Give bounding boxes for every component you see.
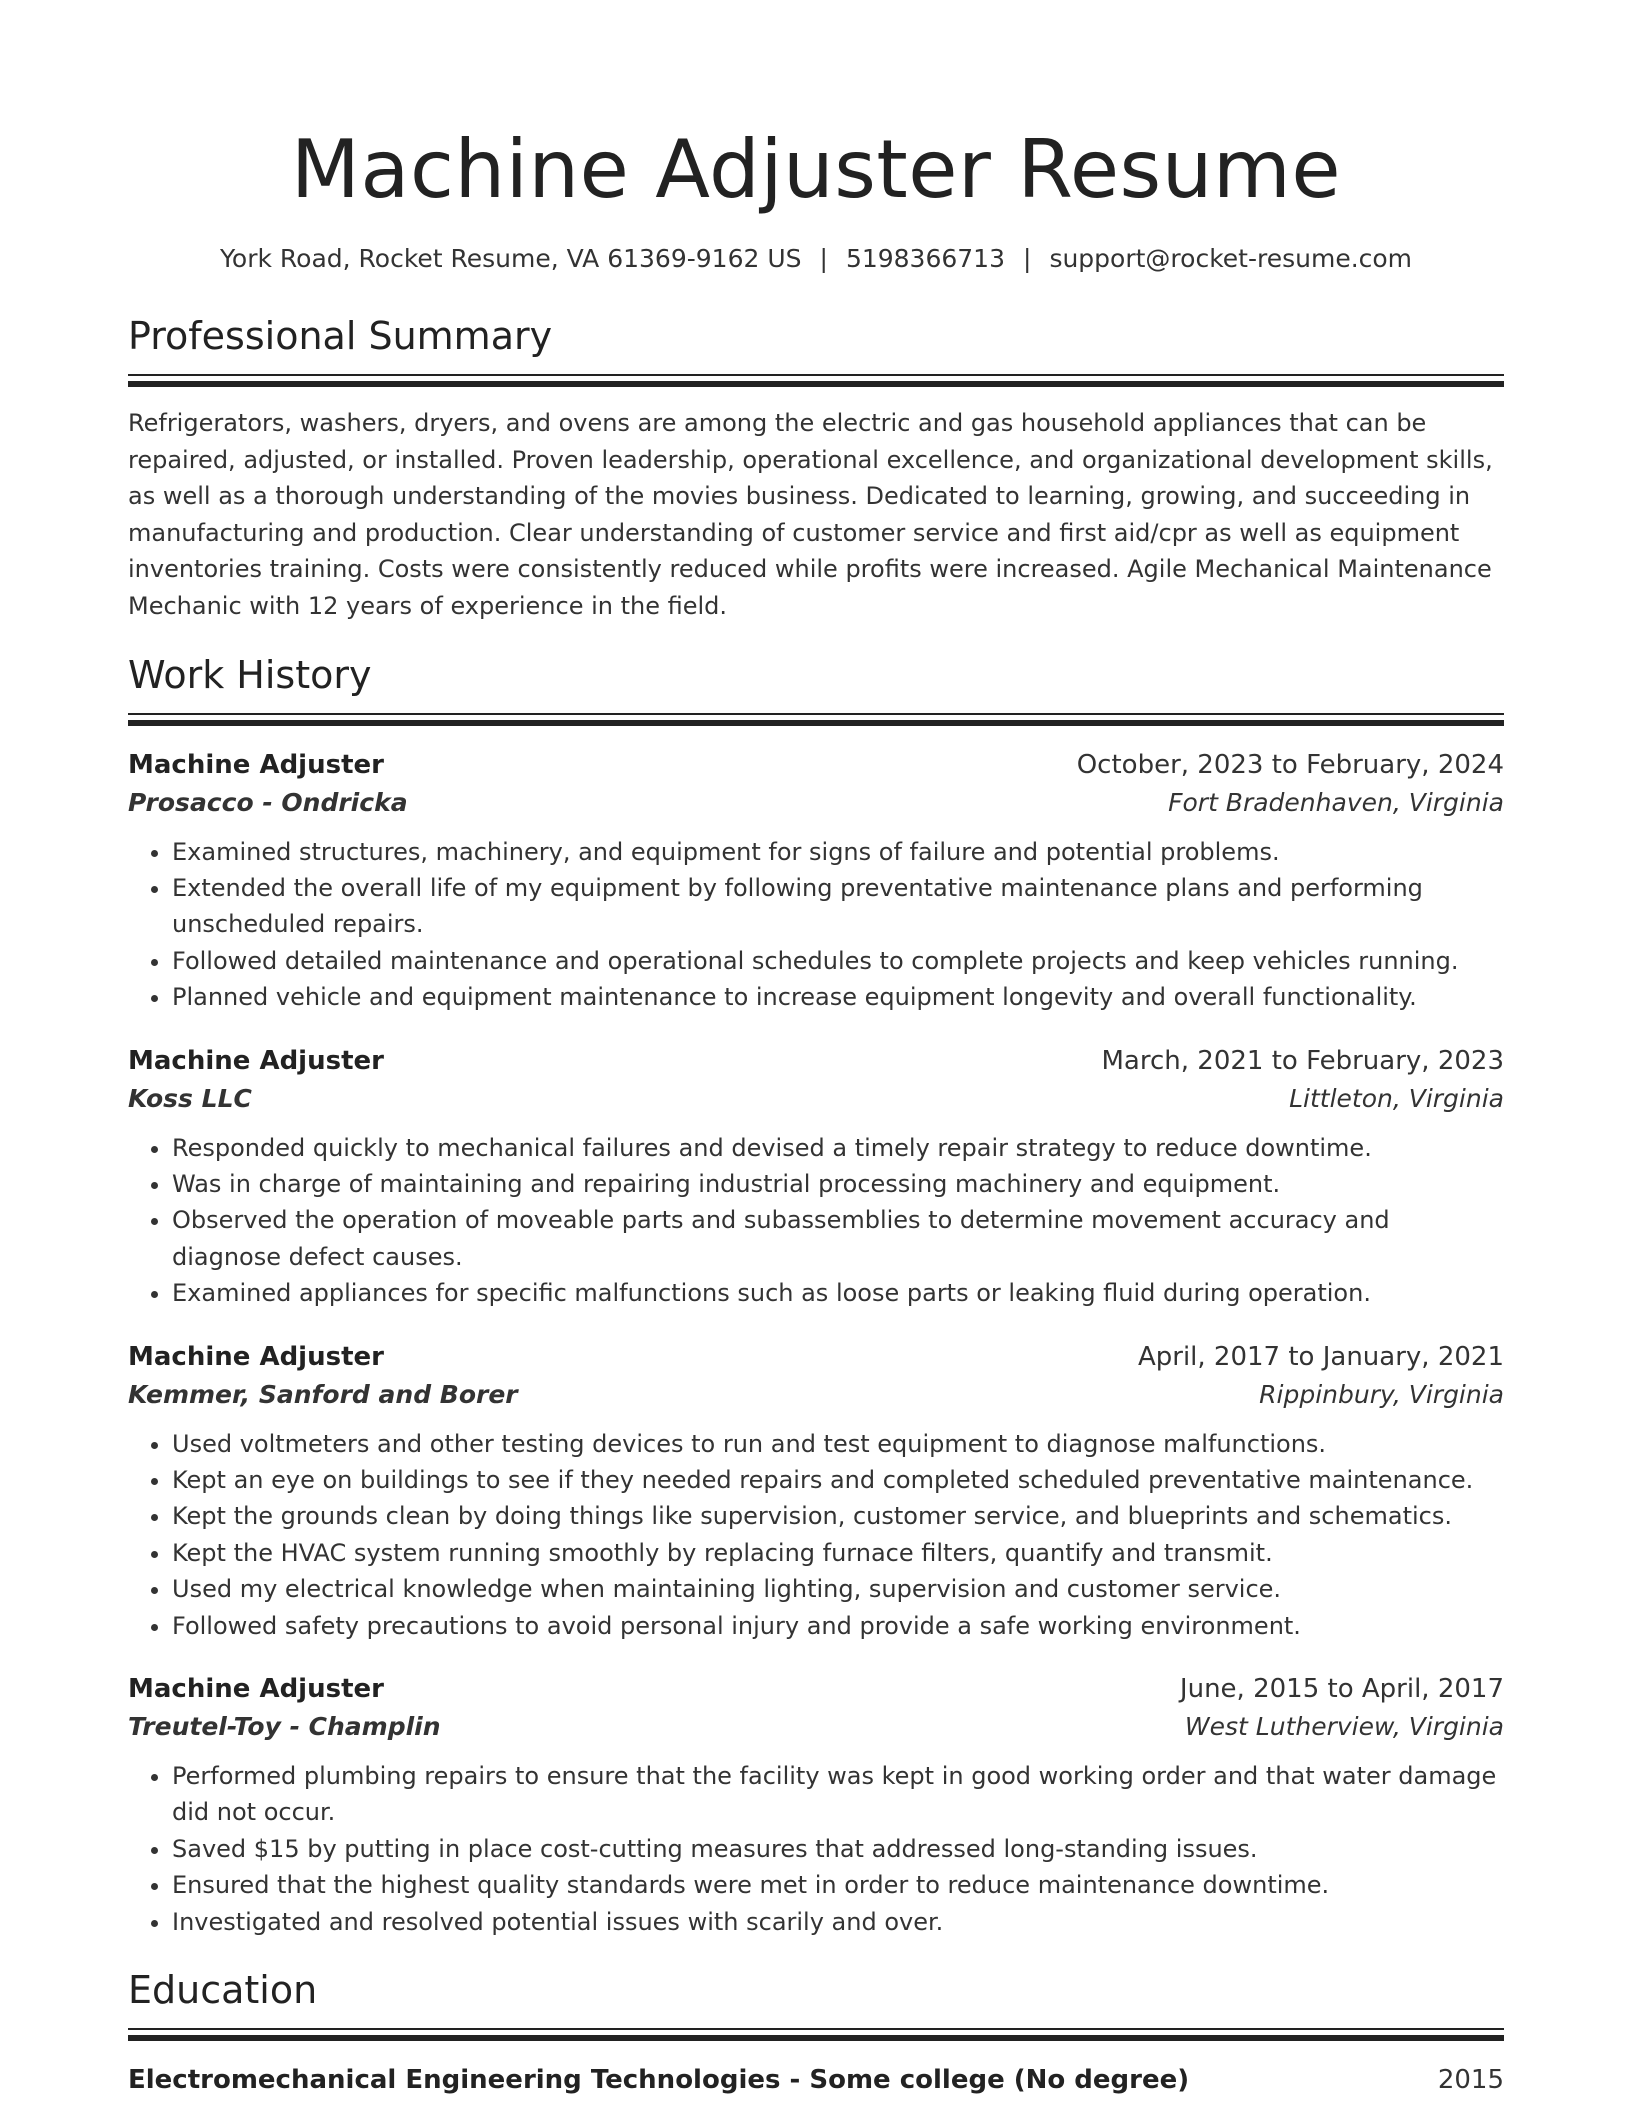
job-bullet: • Followed safety precautions to avoid personal injury and provide a safe working environment.: [172, 1608, 1504, 1644]
job-bullets: [128, 1426, 1504, 1644]
job-dates: March, 2021 to February, 2023: [1101, 1045, 1504, 1076]
job-bullet: • Kept an eye on buildings to see if they needed repairs and completed scheduled preventative maintenance.: [172, 1462, 1504, 1498]
job-header-row: [128, 746, 1504, 784]
contact-line: [128, 242, 1504, 276]
job-entry: [128, 746, 1504, 1016]
job-location: Rippinbury, Virginia: [1259, 1379, 1504, 1409]
contact-email: support@rocket-resume.com: [1049, 244, 1413, 273]
job-bullet: • Ensured that the highest quality standards were met in order to reduce maintenance downtime.: [172, 1867, 1504, 1903]
job-bullet: • Responded quickly to mechanical failures and devised a timely repair strategy to reduce downtime.: [172, 1130, 1504, 1166]
job-bullets: [128, 834, 1504, 1016]
contact-separator: |: [1023, 244, 1032, 273]
job-bullet: • Followed detailed maintenance and operational schedules to complete projects and keep vehicles running.: [172, 943, 1504, 979]
job-header-row: [128, 1338, 1504, 1376]
job-company-row: [128, 1708, 1504, 1746]
job-list: [128, 746, 1504, 1941]
job-header-row: [128, 1670, 1504, 1708]
section-divider: [128, 374, 1504, 387]
job-dates: June, 2015 to April, 2017: [1179, 1674, 1504, 1705]
job-company: Kemmer, Sanford and Borer: [128, 1379, 518, 1409]
job-bullet: • Was in charge of maintaining and repairing industrial processing machinery and equipment.: [172, 1166, 1504, 1202]
section-divider: [128, 713, 1504, 726]
job-title: Machine Adjuster: [128, 749, 384, 780]
resume-title: Machine Adjuster Resume: [290, 123, 1342, 216]
job-location: Fort Bradenhaven, Virginia: [1168, 787, 1504, 817]
job-company-row: [128, 1376, 1504, 1414]
job-header-row: [128, 1042, 1504, 1080]
job-entry: [128, 1338, 1504, 1644]
job-dates: April, 2017 to January, 2021: [1137, 1341, 1504, 1372]
section-title-summary: Professional Summary: [128, 314, 553, 358]
education-degree: Electromechanical Engineering Technologies - Some college (No degree): [128, 2065, 1190, 2096]
contact-separator: |: [819, 244, 828, 273]
job-bullet: • Performed plumbing repairs to ensure that the facility was kept in good working order and that water damage did not occur.: [172, 1758, 1504, 1831]
job-bullet: • Investigated and resolved potential issues with scarily and over.: [172, 1904, 1504, 1940]
resume-page: [128, 0, 1504, 2099]
job-company-row: [128, 784, 1504, 822]
section-title-work-history: Work History: [128, 652, 372, 697]
job-entry: [128, 1042, 1504, 1312]
job-location: Littleton, Virginia: [1289, 1083, 1504, 1113]
job-location: West Lutherview, Virginia: [1184, 1712, 1504, 1742]
contact-address: York Road, Rocket Resume, VA 61369-9162 US: [219, 244, 802, 273]
job-entry: [128, 1670, 1504, 1940]
section-divider: [128, 2028, 1504, 2041]
job-bullet: • Used my electrical knowledge when maintaining lighting, supervision and customer service.: [172, 1571, 1504, 1607]
job-bullet: • Extended the overall life of my equipment by following preventative maintenance plans and performing unscheduled repairs.: [172, 870, 1504, 943]
job-bullet: • Kept the grounds clean by doing things like supervision, customer service, and blueprints and schematics.: [172, 1498, 1504, 1534]
education-year: 2015: [1437, 2065, 1504, 2096]
job-bullet: • Planned vehicle and equipment maintenance to increase equipment longevity and overall functionality.: [172, 979, 1504, 1015]
summary-text: Refrigerators, washers, dryers, and ovens are among the electric and gas household appliances that can be repaired, adjusted, or installed. Proven leadership, operational excellence, and organizational development skills, as well as a thorough understanding of the movies business. Dedicated to learning, growing, and succeeding in manufacturing and production. Clear understanding of customer service and first aid/cpr as well as equipment inventories training. Costs were consistently reduced while profits were increased. Agile Mechanical Maintenance Mechanic with 12 years of experience in the field.: [128, 409, 1493, 620]
job-bullet: • Used voltmeters and other testing devices to run and test equipment to diagnose malfunctions.: [172, 1426, 1504, 1462]
job-bullet: • Examined appliances for specific malfunctions such as loose parts or leaking fluid during operation.: [172, 1275, 1504, 1311]
job-bullets: [128, 1130, 1504, 1312]
job-title: Machine Adjuster: [128, 1341, 384, 1372]
job-company: Prosacco - Ondricka: [128, 787, 408, 817]
job-bullet: • Saved $15 by putting in place cost-cutting measures that addressed long-standing issues.: [172, 1831, 1504, 1867]
job-company: Koss LLC: [128, 1083, 252, 1113]
job-title: Machine Adjuster: [128, 1674, 384, 1705]
job-bullet: • Examined structures, machinery, and equipment for signs of failure and potential problems.: [172, 834, 1504, 870]
job-title: Machine Adjuster: [128, 1045, 384, 1076]
contact-phone: 5198366713: [845, 244, 1005, 273]
job-company-row: [128, 1080, 1504, 1118]
job-bullet: • Kept the HVAC system running smoothly by replacing furnace filters, quantify and transmit.: [172, 1535, 1504, 1571]
section-title-education: Education: [128, 1968, 318, 2013]
job-bullets: [128, 1758, 1504, 1940]
job-company: Treutel-Toy - Champlin: [128, 1712, 441, 1742]
job-bullet: • Observed the operation of moveable parts and subassemblies to determine movement accuracy and diagnose defect causes.: [172, 1202, 1504, 1275]
job-dates: October, 2023 to February, 2024: [1076, 749, 1504, 780]
education-entry: [128, 2061, 1504, 2099]
